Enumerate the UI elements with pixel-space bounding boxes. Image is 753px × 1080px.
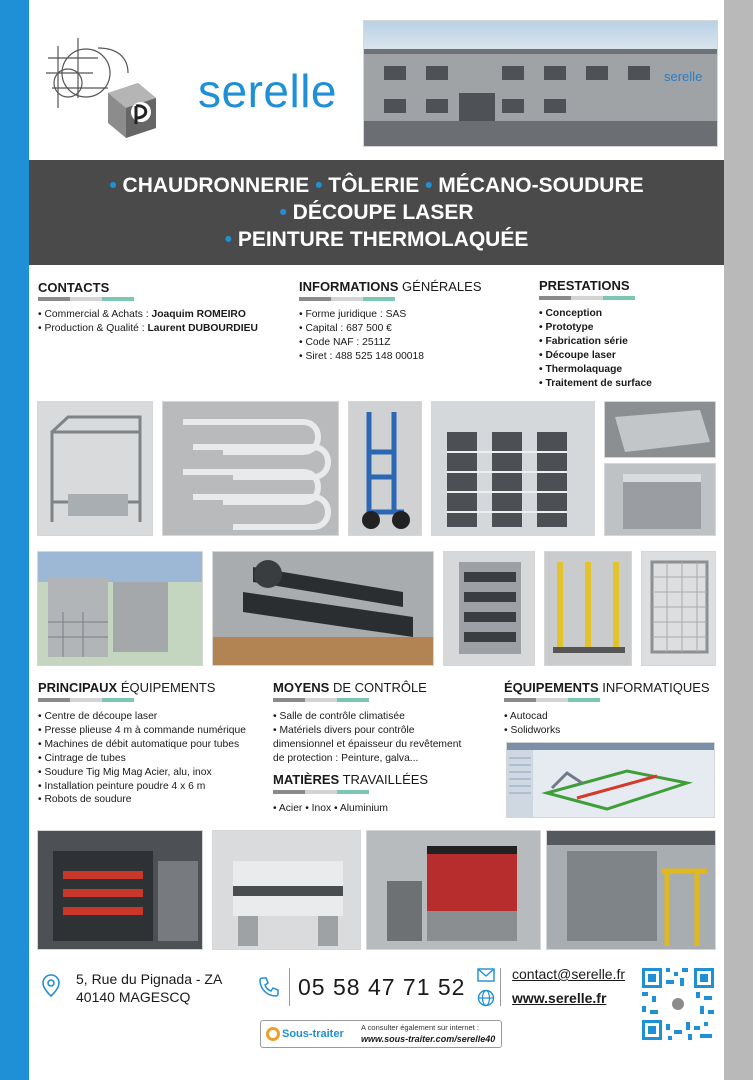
section-rule [273, 790, 369, 794]
divider [500, 968, 501, 1006]
gear-icon [266, 1027, 280, 1041]
banner-item: CHAUDRONNERIE [122, 174, 310, 197]
left-color-band [0, 0, 29, 1080]
list-item: • Machines de débit automatique pour tubes [38, 738, 268, 752]
list-item: • Prototype [539, 321, 719, 335]
section-rule [539, 296, 635, 300]
informatique-title: ÉQUIPEMENTS INFORMATIQUES [504, 680, 710, 695]
banner-item: DÉCOUPE LASER [292, 201, 474, 224]
list-item: • Cintrage de tubes [38, 752, 268, 766]
photo-sheet-plate [604, 401, 716, 458]
sous-traiter-url[interactable]: www.sous-traiter.com/serelle40 [361, 1034, 496, 1044]
list-item: • Solidworks [504, 724, 704, 738]
qr-code [640, 966, 716, 1042]
right-color-band [724, 0, 753, 1080]
contacts-list [38, 308, 288, 336]
address-line-2: 40140 MAGESCQ [76, 989, 191, 1005]
banner-line-1: • CHAUDRONNERIE • TÔLERIE • MÉCANO-SOUDURE [109, 174, 644, 197]
photo-yellow-rack [544, 551, 632, 666]
photo-cages [37, 551, 203, 666]
list-item: • Soudure Tig Mig Mag Acier, alu, inox [38, 766, 268, 780]
photo-paint-booth [546, 830, 716, 950]
prestations-list [539, 307, 719, 390]
photo-hand-truck [348, 401, 422, 536]
prestations-title: PRESTATIONS [539, 278, 630, 293]
list-item: • Forme juridique : SAS [299, 308, 519, 322]
website-link[interactable]: www.serelle.fr [512, 990, 607, 1006]
list-item: • Traitement de surface [539, 377, 719, 391]
matieres-text: • Acier • Inox • Aluminium [273, 803, 388, 814]
list-item: • Fabrication série [539, 335, 719, 349]
list-item: • Robots de soudure [38, 793, 268, 807]
screenshot-cad [506, 742, 715, 818]
banner-line-3: • PEINTURE THERMOLAQUÉE [224, 228, 529, 251]
sous-traiter-banner[interactable] [260, 1020, 502, 1048]
list-item: • Autocad [504, 710, 704, 724]
list-item: • Production & Qualité : Laurent DUBOURDIEU [38, 322, 288, 336]
banner-line-2: • DÉCOUPE LASER [279, 201, 474, 224]
controle-list [273, 710, 473, 766]
section-rule [299, 297, 395, 301]
equipements-title: PRINCIPAUX ÉQUIPEMENTS [38, 680, 216, 695]
photo-laser-center [37, 830, 203, 950]
infos-list [299, 308, 519, 364]
section-rule [504, 698, 600, 702]
photo-steel-frame [37, 401, 153, 536]
section-rule [273, 698, 369, 702]
list-item: • Salle de contrôle climatisée [273, 710, 473, 724]
matieres-title: MATIÈRES TRAVAILLÉES [273, 772, 429, 787]
photo-racks [431, 401, 595, 536]
list-item: • Siret : 488 525 148 00018 [299, 350, 519, 364]
photo-press-brake [212, 830, 361, 950]
section-rule [38, 698, 134, 702]
list-item: • Commercial & Achats : Joaquim ROMEIRO [38, 308, 288, 322]
banner-item: MÉCANO-SOUDURE [438, 174, 644, 197]
list-item: • Conception [539, 307, 719, 321]
photo-wire-cage [641, 551, 716, 666]
brand-name: serelle [198, 65, 338, 117]
sous-traiter-logo-text: Sous-traiter [282, 1028, 344, 1040]
list-item: • Installation peinture poudre 4 x 6 m [38, 780, 268, 794]
list-item: • Centre de découpe laser [38, 710, 268, 724]
photo-welding-robot [366, 830, 541, 950]
svg-text:serelle: serelle [664, 69, 703, 84]
list-item: • Découpe laser [539, 349, 719, 363]
address-line-1: 5, Rue du Pignada - ZA [76, 971, 223, 987]
banner-item: PEINTURE THERMOLAQUÉE [237, 228, 529, 251]
list-item: • Presse plieuse 4 m à commande numérique [38, 724, 268, 738]
phone-icon [257, 975, 281, 1004]
list-item: • Matériels divers pour contrôle dimensionnel et épaisseur du revêtement de protection : Peinture, galva... [273, 724, 473, 766]
sous-traiter-note: A consulter également sur internet : [361, 1023, 479, 1032]
photo-trolley-trays [443, 551, 535, 666]
controle-title: MOYENS DE CONTRÔLE [273, 680, 427, 695]
sous-traiter-logo [264, 1025, 356, 1044]
services-banner [29, 160, 724, 265]
mail-icon [477, 968, 495, 987]
informatique-list [504, 710, 704, 738]
photo-building [363, 20, 718, 147]
equipements-list [38, 710, 268, 807]
email-link[interactable]: contact@serelle.fr [512, 966, 626, 982]
infos-title: INFORMATIONS GÉNÉRALES [299, 279, 482, 294]
address [76, 970, 222, 1006]
photo-welded-beams [212, 551, 434, 666]
banner-item: TÔLERIE [328, 174, 420, 197]
serelle-logo [38, 28, 350, 146]
list-item: • Capital : 687 500 € [299, 322, 519, 336]
photo-bent-tubes [162, 401, 339, 536]
contacts-title: CONTACTS [38, 280, 110, 295]
photo-steel-box [604, 463, 716, 536]
section-rule [38, 297, 134, 301]
list-item: • Thermolaquage [539, 363, 719, 377]
map-pin-icon [42, 974, 60, 1003]
divider [289, 968, 290, 1006]
list-item: • Code NAF : 2511Z [299, 336, 519, 350]
phone-number[interactable]: 05 58 47 71 52 [298, 974, 466, 1000]
globe-icon [477, 989, 495, 1012]
